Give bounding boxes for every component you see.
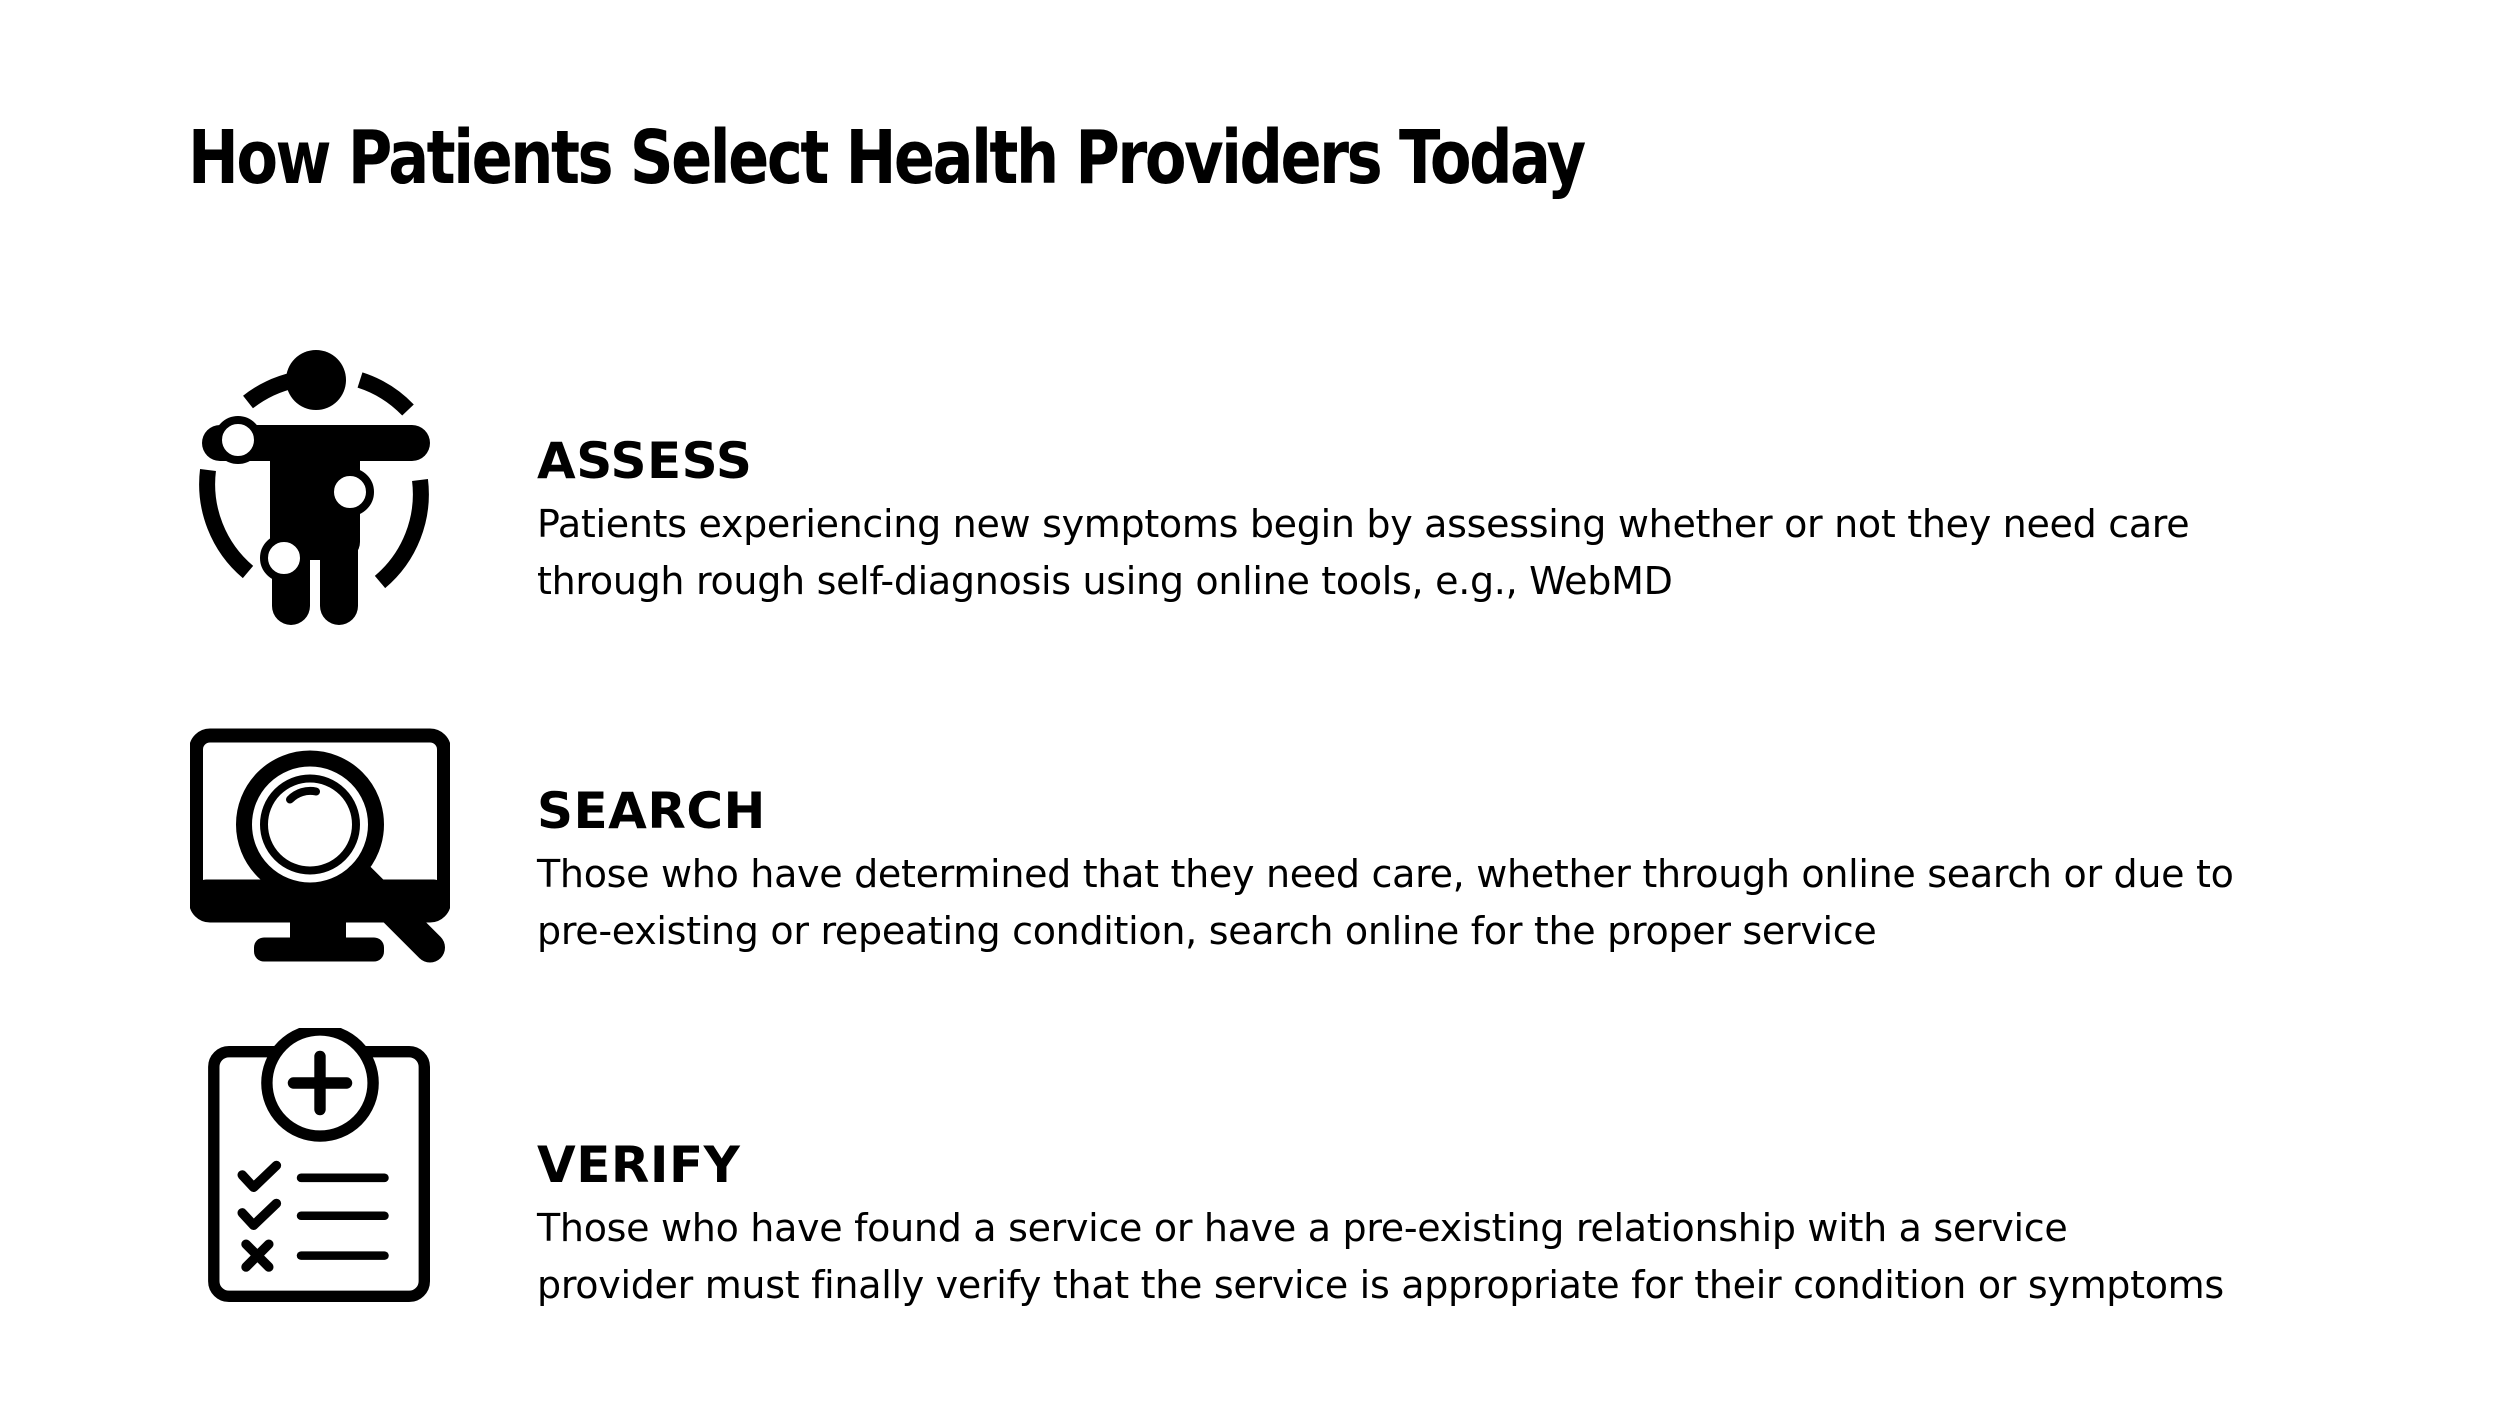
step-description xyxy=(537,846,2417,960)
step-search-text xyxy=(537,780,2417,960)
step-assess-text xyxy=(537,430,2417,610)
slide-title: How Patients Select Health Providers Today xyxy=(188,115,1584,201)
description-line: Those who have found a service or have a pre-existing relationship with a service xyxy=(537,1206,2068,1250)
step-verify-text xyxy=(537,1134,2417,1314)
description-line: pre-existing or repeating condition, search online for the proper service xyxy=(537,909,1877,953)
step-description xyxy=(537,1200,2417,1314)
monitor-search-icon xyxy=(190,712,450,987)
step-heading: ASSESS xyxy=(537,432,753,490)
description-line: Those who have determined that they need care, whether through online search or due to xyxy=(537,852,2234,896)
step-heading: VERIFY xyxy=(537,1136,741,1194)
description-line: provider must finally verify that the service is appropriate for their condition or symptoms xyxy=(537,1263,2224,1307)
step-heading: SEARCH xyxy=(537,782,766,840)
clipboard-checklist-icon xyxy=(190,1028,450,1303)
body-assessment-icon xyxy=(190,350,450,625)
description-line: through rough self-diagnosis using online tools, e.g., WebMD xyxy=(537,559,1673,603)
step-description xyxy=(537,496,2417,610)
description-line: Patients experiencing new symptoms begin by assessing whether or not they need care xyxy=(537,502,2190,546)
